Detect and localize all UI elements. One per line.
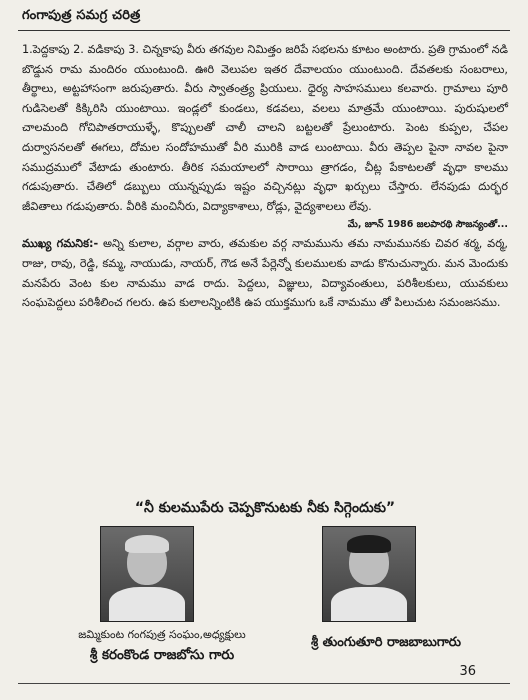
source-note: మే, జూన్ 1986 జలపారథి సౌజన్యంతో...	[347, 219, 508, 231]
running-title: గంగాపుత్ర సమగ్ర చరిత్ర	[22, 8, 141, 23]
body-text	[22, 40, 508, 313]
footer-rule	[18, 683, 510, 684]
caption-left-name: శ్రీ కరంకొండ రాజబోసు గారు	[89, 647, 235, 663]
page-number: 36	[459, 664, 476, 679]
caption-left-org: జమ్మికుంట గంగపుత్ర సంఘం,అధ్యక్షులు	[78, 628, 246, 641]
portrait-photo-right	[322, 526, 416, 622]
note-text: అన్ని కులాల, వర్గాల వారు, తమకుల వర్గ నామమును తమ నామమునకు చివర శర్మ, వర్మ, రాజు, రావు, రెడ్డి, కమ్మ, నాయుడు, నాయర్, గౌడ అనే పేర్లెన్నో కులములకు వాడు కొనుచున్నారు. మన మెందుకు మనపేరు వెంట కుల నామము వాడ రాదు. పెద్దలు, విజ్ఞులు, విద్యావంతులు, పరిశీలకులు, యువకులు సంఘపెద్దలు పరిశీలించ గలరు. ఉప కులాలన్నింటికి ఉప యుక్తముగు ఒకే నామము తో పిలుచుట సమంజసము.	[22, 237, 508, 310]
header-rule	[18, 30, 510, 31]
note-paragraph	[22, 234, 508, 312]
caption-left	[42, 626, 282, 664]
portrait-photo-left	[100, 526, 194, 622]
slogan-quote: “నీ కులముపేరు చెప్పకొనుటకు నీకు సిగ్గెందుకు”	[134, 500, 396, 516]
note-label: ముఖ్య గమనిక:-	[22, 237, 99, 251]
main-paragraph: 1.పెద్దకాపు 2. వడికాపు 3. చిన్నకాపు వీరు తగవుల నిమిత్తం జరిపే సభలను కూటం అంటారు. ప్రతి గ్రామంలో నడి బొడ్డున రామ మందిరం యుంటుంది. ఊరి వెలుపల ఇతర దేవాలయం యుంటుంది. దేవతలకు సంబరాలు, తీర్థాలు, అట్టహాసంగా జరుపుతారు. వీరు స్వాతంత్ర్య ప్రియులు. ధైర్య సాహసములు కలవారు. గ్రామాలు పూరి గుడిసెలతో కిక్కిరిసి యుంటాయి. ఇండ్లలో కుండలు, కడవలు, వలలు మాత్రమే యుంటాయి. పురుషులలో చాలమంది గోచిపాతరాయుళ్ళే, కొప్పులతో చాలీ చాలని బట్టలతో ప్రేలుంటారు. పెంట కుప్పల, చేపల దుర్వాసనలతో ఈగలు, దోమల సందోహముతో వీరి మురికి వాడ లుంటాయి. వీరు తెప్పల పైనా నావల పైనా సముద్రములో వేటాడు తుంటారు. తీరిక సమయాలలో సారాయి త్రాగడం, చీట్ల పేకాటలతో వృధా కాలము గడుపుతారు. చేతిలో డబ్బులు యున్నప్పుడు ఇష్టం వచ్చినట్లు వృధా ఖర్చులు చేస్తారు. లేనపుడు దుర్భర జీవితాలు గడుపుతారు. వీరికి మంచినీరు, విద్యాకాశాలు, రోడ్లు, వైద్యశాలలు లేవు.	[22, 43, 508, 213]
caption-right-name: శ్రీ తుంగుతూరి రాజబాబుగారు	[310, 635, 462, 650]
